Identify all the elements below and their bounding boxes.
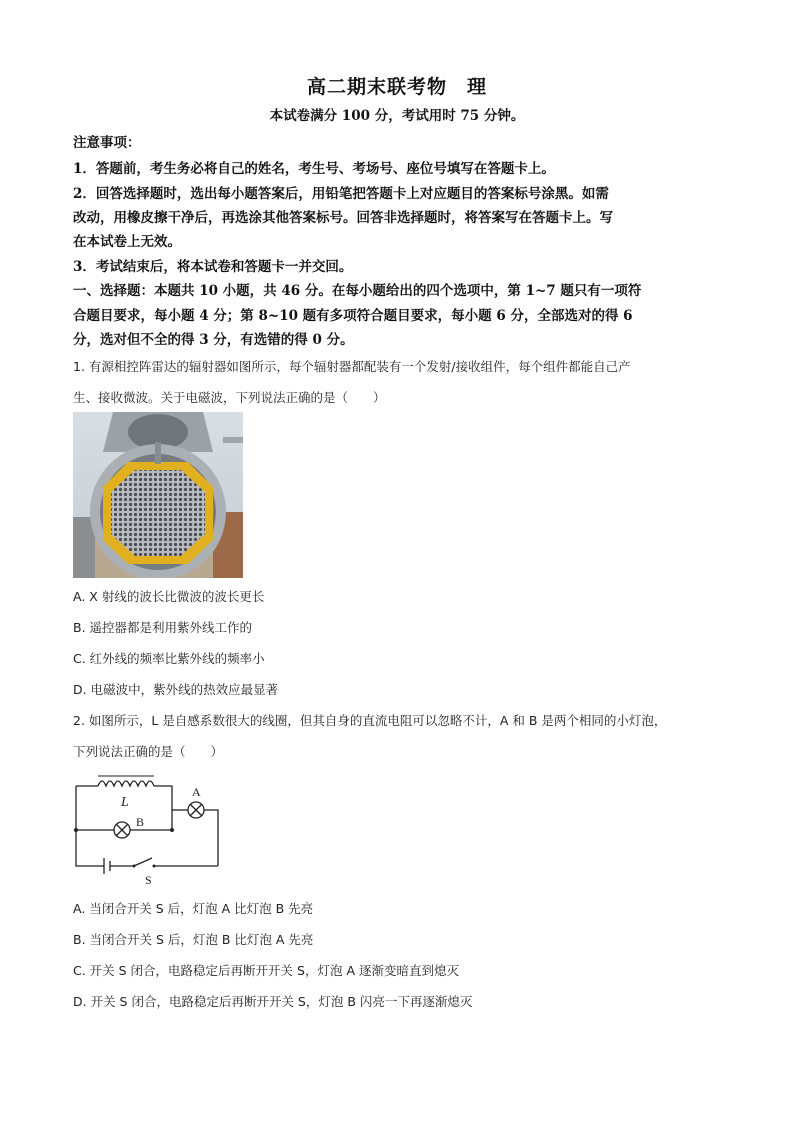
q2-stem-line: 下列说法正确的是（ ） — [73, 744, 224, 759]
q1-stem-line: 生、接收微波。关于电磁波，下列说法正确的是（ ） — [73, 390, 386, 405]
notes-line: 1．答题前，考生务必将自己的姓名，考生号、考场号、座位号填写在答题卡上。 — [73, 161, 555, 177]
q1-option-c: C. 红外线的频率比紫外线的频率小 — [73, 651, 265, 666]
switch-label: S — [145, 873, 152, 886]
notes-line: 3．考试结束后，将本试卷和答题卡一并交回。 — [73, 259, 353, 275]
lamp-b-label: B — [136, 815, 145, 829]
lamp-a-label: A — [192, 785, 201, 799]
q2-option-a: A. 当闭合开关 S 后，灯泡 A 比灯泡 B 先亮 — [73, 901, 314, 916]
q1-option-b: B. 遥控器都是利用紫外线工作的 — [73, 620, 253, 635]
section-line: 合题目要求，每小题 4 分；第 8~10 题有多项符合题目要求，每小题 6 分，全部选对的得 6 — [73, 308, 633, 324]
inductor-label: L — [121, 795, 129, 810]
notes-heading: 注意事项： — [73, 135, 141, 151]
page-title: 高二期末联考物 理 — [306, 76, 487, 98]
q2-stem-line: 2. 如图所示，L 是自感系数很大的线圈，但其自身的直流电阻可以忽略不计，A 和 B 是两个相同的小灯泡， — [73, 713, 667, 728]
section-line: 一、选择题：本题共 10 小题，共 46 分。在每小题给出的四个选项中，第 1~7 题只有一项符 — [73, 283, 642, 299]
q1-option-d: D. 电磁波中，紫外线的热效应最显著 — [73, 682, 279, 697]
notes-line: 在本试卷上无效。 — [73, 234, 181, 250]
q1-stem-line: 1. 有源相控阵雷达的辐射器如图所示，每个辐射器都配装有一个发射/接收组件，每个组件都能自己产 — [73, 359, 631, 374]
radar-antenna-photo — [73, 412, 243, 578]
circuit-diagram — [66, 770, 226, 886]
notes-line: 改动，用橡皮擦干净后，再选涂其他答案标号。回答非选择题时，将答案写在答题卡上。写 — [73, 210, 613, 226]
q2-option-c: C. 开关 S 闭合，电路稳定后再断开开关 S，灯泡 A 逐渐变暗直到熄灭 — [73, 963, 459, 978]
section-line: 分，选对但不全的得 3 分，有选错的得 0 分。 — [73, 332, 354, 348]
notes-line: 2．回答选择题时，选出每小题答案后，用铅笔把答题卡上对应题目的答案标号涂黑。如需 — [73, 186, 609, 202]
q2-option-d: D. 开关 S 闭合，电路稳定后再断开开关 S，灯泡 B 闪亮一下再逐渐熄灭 — [73, 994, 473, 1009]
q2-option-b: B. 当闭合开关 S 后，灯泡 B 比灯泡 A 先亮 — [73, 932, 314, 947]
page-subtitle: 本试卷满分 100 分，考试用时 75 分钟。 — [269, 108, 525, 124]
q1-option-a: A. X 射线的波长比微波的波长更长 — [73, 589, 265, 604]
